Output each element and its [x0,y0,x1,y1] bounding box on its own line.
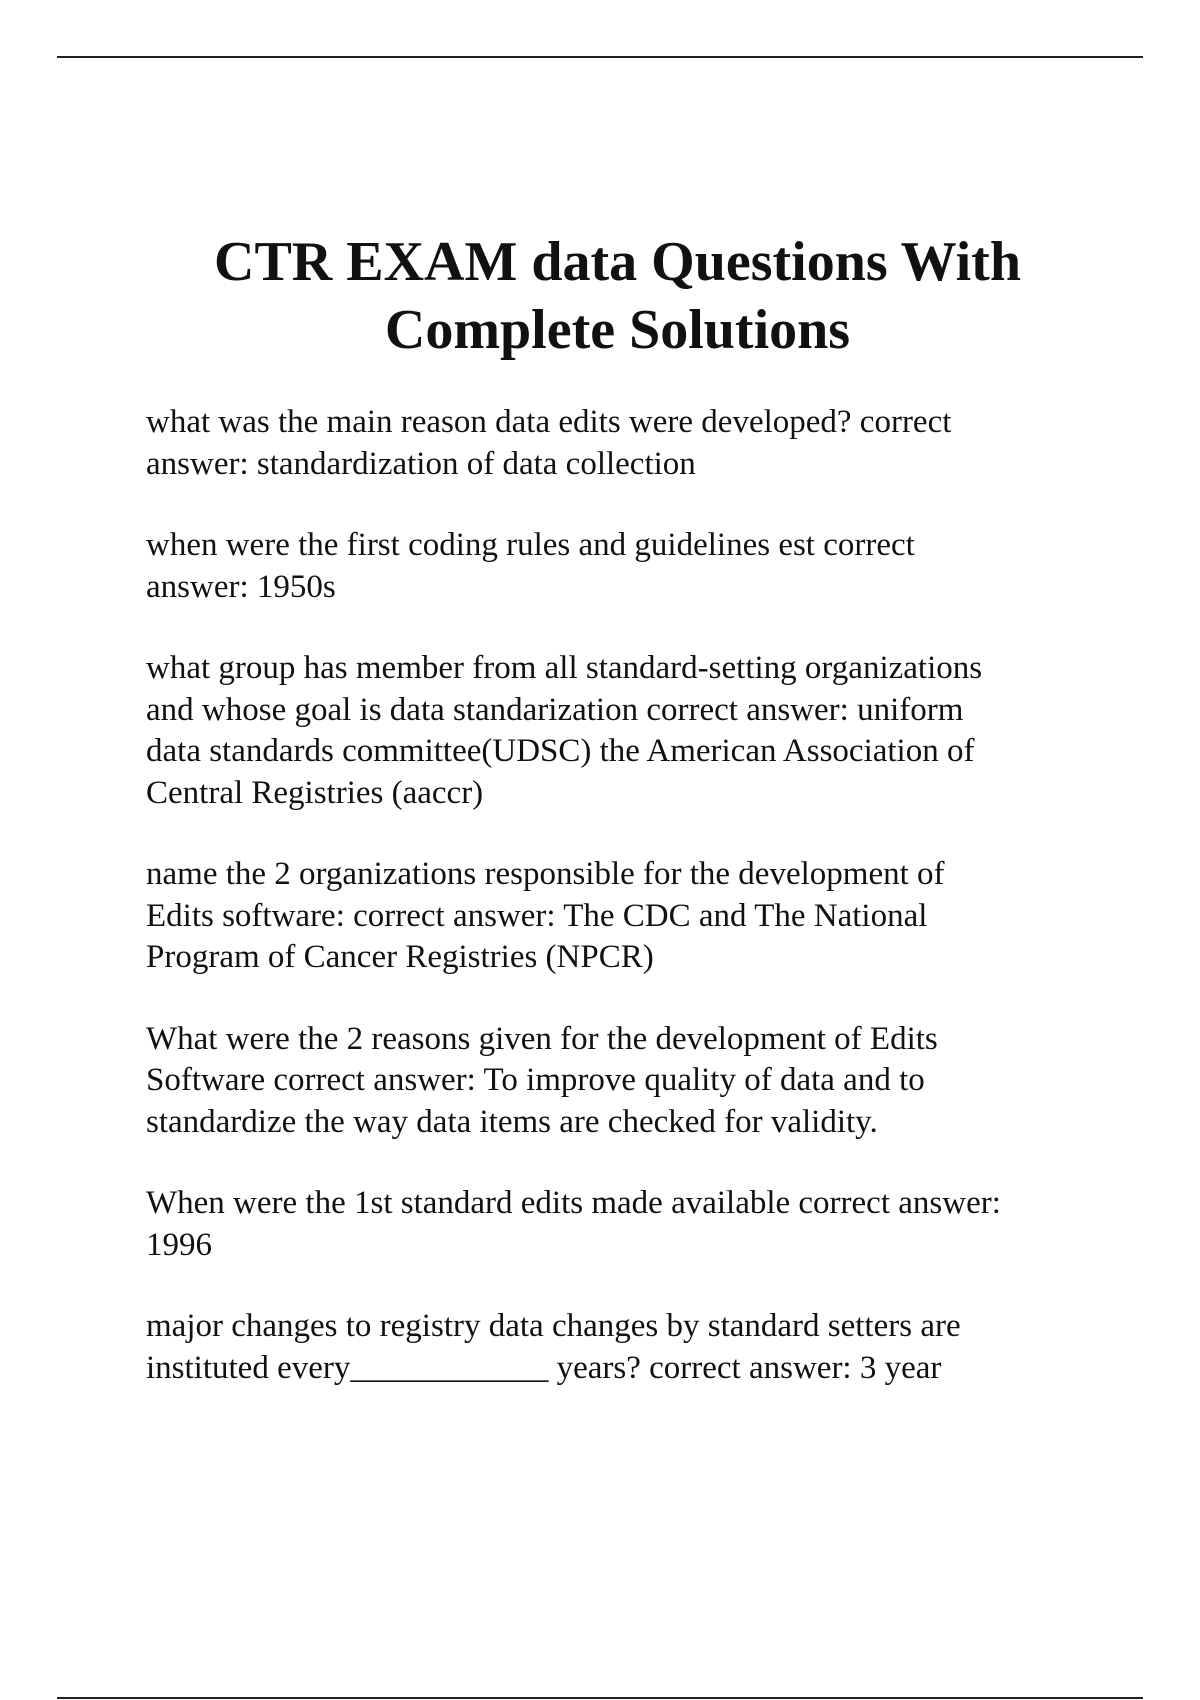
qa-line: and whose goal is data standarization correct answer: uniform [146,691,964,728]
qa-line: answer: 1950s [146,568,336,605]
qa-item-3 [146,648,1106,814]
qa-line: standardize the way data items are checked for validity. [146,1103,878,1140]
qa-item-5 [146,1019,1106,1144]
qa-line: what was the main reason data edits were developed? correct [146,404,952,440]
qa-line: when were the first coding rules and guidelines est correct [146,527,915,563]
qa-line: Edits software: correct answer: The CDC and The National [146,897,928,934]
qa-line: instituted every____________ years? correct answer: 3 year [146,1349,942,1386]
qa-item-4 [146,854,1106,979]
qa-line: 1996 [146,1226,212,1263]
qa-line: answer: standardization of data collection [146,445,696,482]
qa-line: Software correct answer: To improve quality of data and to [146,1062,925,1098]
bottom-rule [57,1697,1143,1699]
title-line-2: Complete Solutions [384,299,851,361]
qa-line: When were the 1st standard edits made available correct answer: [146,1185,1001,1221]
qa-line: what group has member from all standard-setting organizations [146,650,983,686]
qa-line: Central Registries (aaccr) [146,774,484,811]
qa-line: data standards committee(UDSC) the American Association of [146,733,975,769]
qa-item-6 [146,1183,1106,1266]
qa-line: Program of Cancer Registries (NPCR) [146,939,654,975]
qa-list [146,402,1106,1429]
qa-line: major changes to registry data changes by standard setters are [146,1308,961,1344]
page-title [100,228,1135,364]
qa-item-1 [146,402,1106,485]
title-line-1: CTR EXAM data Questions With [214,231,1021,293]
qa-line: name the 2 organizations responsible for the development of [146,856,945,892]
qa-line: What were the 2 reasons given for the development of Edits [146,1020,938,1057]
qa-item-7 [146,1306,1106,1389]
qa-item-2 [146,525,1106,608]
top-rule [57,56,1143,58]
